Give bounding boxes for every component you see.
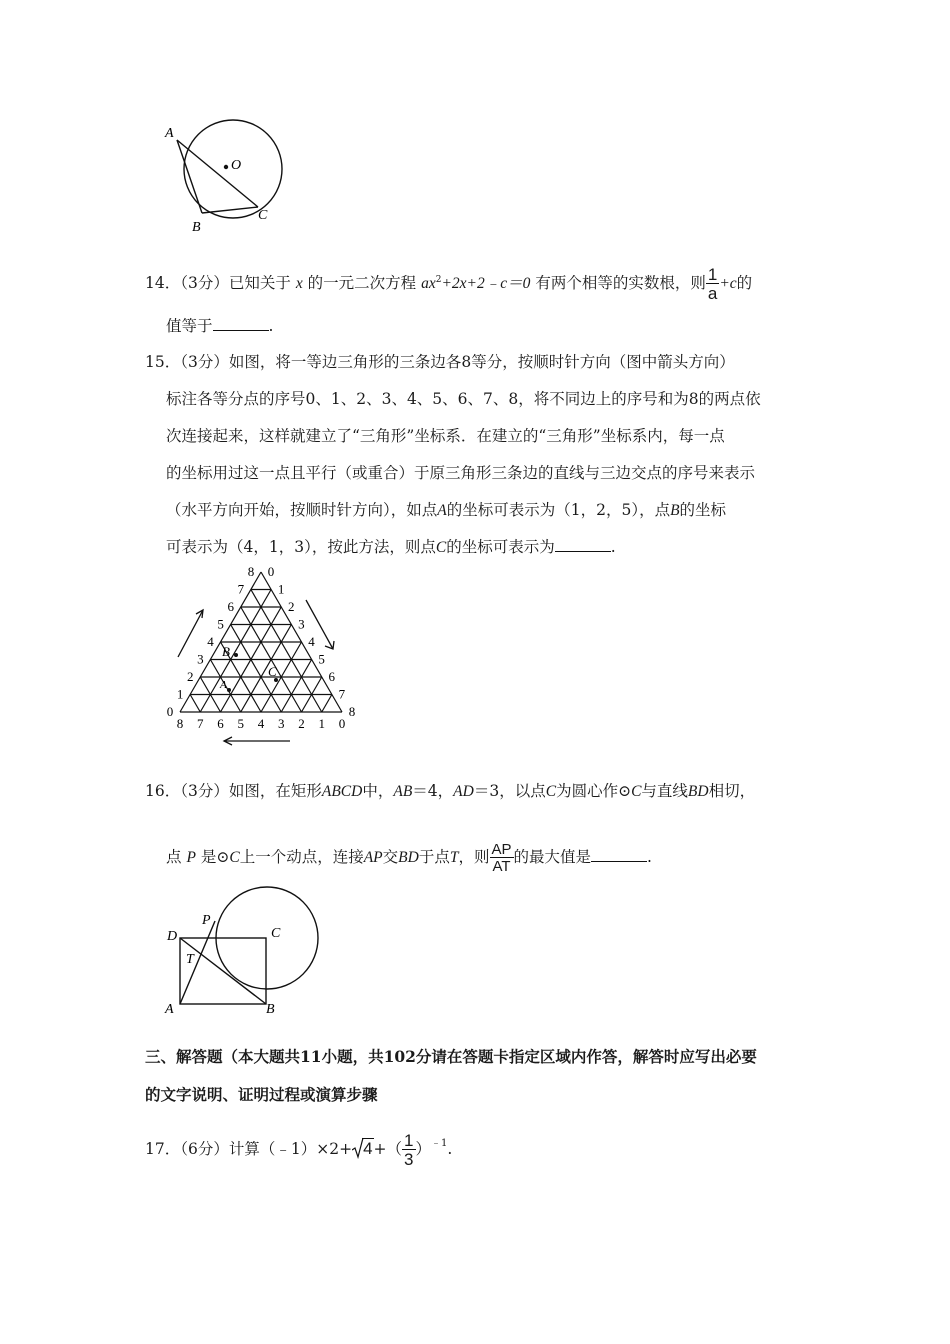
left-side-label: 2 — [187, 669, 194, 684]
right-side-label: 0 — [267, 564, 275, 579]
question-15-line5: （水平方向开始，按顺时针方向），如点A的坐标可表示为（1，2，5），点B的坐标 — [166, 501, 727, 519]
label-b: B — [266, 1002, 275, 1017]
question-15-line1: 15．（3分）如图，将一等边三角形的三条边各8等分，按顺时针方向（图中箭头方向） — [145, 353, 735, 371]
arrow-left-side — [178, 610, 203, 657]
left-side-label: 3 — [197, 651, 204, 667]
point-a-label: A — [220, 679, 227, 691]
question-15-line3: 次连接起来，这样就建立了“三角形”坐标系．在建立的“三角形”坐标系内，每一点 — [166, 427, 725, 445]
question-15-line2: 标注各等分点的序号0、1、2、3、4、5、6、7、8，将不同边上的序号和为8的两点依 — [166, 390, 761, 408]
question-16-line1: 16．（3分）如图，在矩形ABCD中，AB＝4，AD＝3，以点C为圆心作⊙C与直线BD相切， — [145, 782, 756, 800]
right-side-label: 8 — [348, 704, 356, 719]
question-number: 14． — [145, 274, 181, 292]
score: （3分） — [180, 782, 229, 800]
bottom-side-label: 2 — [298, 716, 305, 731]
label-p: P — [202, 913, 211, 928]
rectangle-circle-figure — [160, 878, 330, 1020]
answer-blank-16[interactable] — [591, 847, 647, 862]
answer-blank-14[interactable] — [213, 316, 269, 331]
label-a: A — [165, 1002, 174, 1017]
point-a-dot — [227, 688, 231, 692]
segment-bd — [180, 938, 266, 1004]
left-side-label: 1 — [176, 686, 184, 702]
bottom-side-label: 7 — [197, 716, 204, 731]
fraction-ap-over-at: $\frac{AP}{AT}$ — [491, 841, 512, 875]
bottom-side-label: 5 — [237, 716, 244, 731]
answer-blank-15[interactable] — [555, 537, 611, 552]
grid-line-right-parallel — [251, 590, 322, 713]
question-number: 17． — [145, 1140, 181, 1158]
fraction-1-over-3: $\frac{1}{3}$ — [404, 1131, 414, 1169]
right-side-label: 1 — [277, 581, 285, 597]
sqrt-expression: 4 — [352, 1139, 373, 1159]
question-16-line2: 点 P 是⊙C上一个动点，连接AP交BD于点T，则 $\frac{AP}{AT}$ 的最大值是 . — [166, 841, 652, 875]
left-side-label: 4 — [207, 634, 214, 649]
question-number: 15． — [145, 353, 181, 371]
question-14-line1: 14．（3分）已知关于 x 的一元二次方程 $ax^2+2x+2﹣c=0$ 有两个相等的实数根，则 $\frac{1}{a}$ +c的 — [145, 265, 753, 303]
circle-triangle-figure — [160, 118, 300, 240]
label-d: D — [167, 929, 178, 944]
grid-line-left-parallel — [241, 625, 292, 713]
center-dot — [224, 165, 228, 169]
bottom-side-label: 1 — [318, 716, 325, 731]
label-t: T — [186, 952, 194, 967]
label-b: B — [192, 220, 201, 235]
grid-line-left-parallel — [322, 695, 332, 713]
question-number: 16． — [145, 782, 181, 800]
fraction-1-over-a: $\frac{1}{a}$ — [707, 265, 718, 303]
point-b-label: B — [222, 644, 230, 659]
bottom-side-label: 3 — [278, 716, 285, 731]
right-side-label: 5 — [318, 651, 325, 667]
left-side-label: 8 — [247, 564, 255, 579]
arrow-bottom — [224, 737, 290, 745]
score: （3分） — [180, 353, 229, 371]
score: （6分） — [180, 1140, 229, 1158]
question-17: 17．（6分）计算（﹣1）×2+ 4+（ $\frac{1}{3}$ ）$^{﹣1}$. — [145, 1131, 453, 1169]
section-heading-line1: 三、解答题（本大题共11小题，共102分请在答题卡指定区域内作答，解答时应写出必要 — [145, 1047, 757, 1066]
bottom-side-label: 0 — [338, 716, 346, 731]
left-side-label: 7 — [237, 581, 245, 597]
left-side-label: 0 — [166, 704, 174, 719]
grid-line-right-parallel — [190, 695, 200, 713]
label-c: C — [271, 926, 281, 941]
left-side-label: 5 — [217, 616, 224, 632]
label-a: A — [165, 126, 174, 141]
point-b-dot — [234, 653, 238, 657]
left-side-label: 6 — [227, 599, 234, 614]
bottom-side-label: 4 — [257, 716, 265, 731]
radical-icon — [352, 1137, 364, 1159]
grid-line-left-parallel — [200, 590, 271, 713]
section-heading-line2: 的文字说明、证明过程或演算步骤 — [145, 1085, 378, 1104]
bottom-side-label: 8 — [176, 716, 184, 731]
label-o: O — [231, 158, 242, 173]
score: （3分） — [180, 274, 229, 292]
right-side-label: 3 — [298, 616, 305, 632]
label-c: C — [258, 208, 268, 223]
right-side-label: 4 — [308, 634, 315, 649]
right-side-label: 6 — [328, 669, 335, 684]
triangle-coordinate-figure — [160, 560, 365, 750]
bottom-side-label: 6 — [217, 716, 224, 731]
question-14-line2: 值等于 . — [166, 317, 274, 335]
question-15-line6: 可表示为（4，1，3），按此方法，则点C的坐标可表示为 . — [166, 538, 616, 556]
right-side-label: 7 — [338, 686, 346, 702]
question-15-line4: 的坐标用过这一点且平行（或重合）于原三角形三条边的直线与三边交点的序号来表示 — [166, 464, 756, 482]
right-side-label: 2 — [288, 599, 295, 614]
segment-bc — [202, 207, 258, 213]
point-c-label: C — [268, 664, 277, 679]
